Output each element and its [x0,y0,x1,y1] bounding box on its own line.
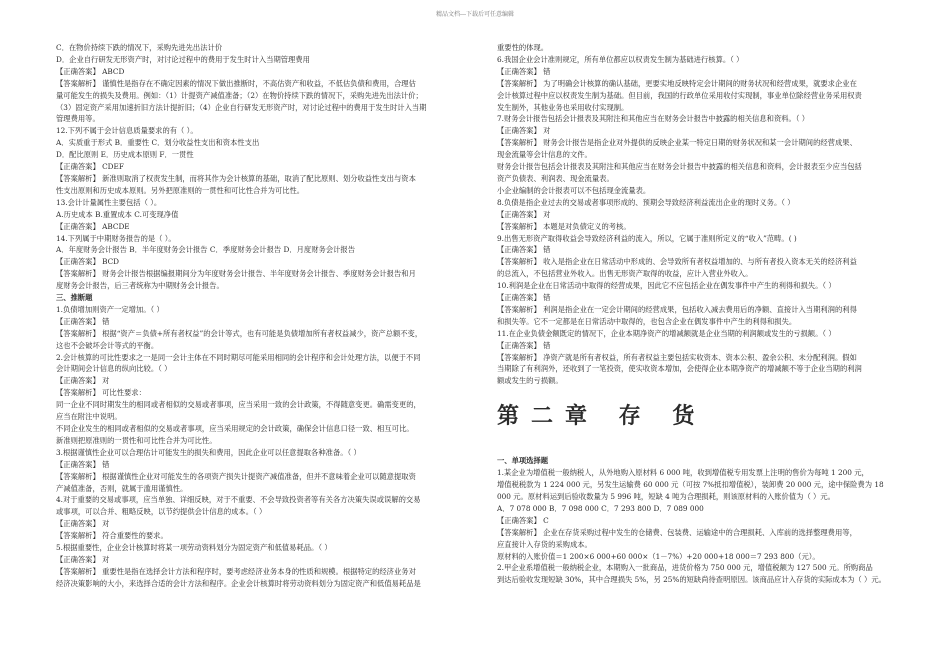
chapter-title: 第二章 存 货 [497,403,707,430]
text-line: 【正确答案】 错 [497,340,551,350]
text-line: 会计核算过程中应以权责发生制为基础。但目前，我国的行政单位采用收付实现制，事业单位除经营业务采用权责 [497,90,862,100]
text-line: 【正确答案】 ABCD [56,66,125,76]
text-line: 5.根据重要性，企业会计核算时将某一项劳动资料划分为固定资产和低值易耗品。（ ） [56,543,332,553]
text-line: 【答案解析】 根据谨慎性企业对可能发生的各项资产损失计提资产减值准备，但并不意味着企业可以随意提取资 [56,471,416,481]
text-line: 4.对于重要的交易或事项，应当单独、详细反映，对于不重要、不会导致投资者等有关各方决策失误或误解的交易 [56,495,421,505]
text-line: 【答案解析】 为了明确会计核算的确认基础，更要实地反映特定会计期间的财务状况和经营成果，就要求企业在 [497,78,857,88]
text-line: 【正确答案】 错 [497,245,551,255]
text-line: 【答案解析】 本题是对负债定义的考核。 [497,221,631,231]
text-line: 【答案解析】 净资产就是所有者权益，所有者权益主要包括实收资本、资本公积、盈余公积、未分配利润。假如 [497,352,857,362]
text-line: 【答案解析】 新准则取消了权责发生制，而将其作为会计核算的基础，取消了配比原则、划分收益性支出与资本 [56,173,416,183]
text-line: 【正确答案】 C [497,515,549,525]
text-line: 1.某企业为增值税一般纳税人，从外地购入原材料 6 000 吨，收到增值税专用发票上注明的售价为每吨 1 200 元， [497,468,869,478]
text-line: 【正确答案】 BCD [56,257,120,267]
text-line: 【答案解析】 重要性是指在选择会计方法和程序时，要考虑经济业务本身的性质和规模。根据特定的经济业务对 [56,566,416,576]
text-line: 同一企业不同时期发生的相同或者相似的交易或者事项，应当采用一致的会计政策，不得随意变更。确需变更的， [56,400,421,410]
left-column [56,42,468,590]
text-line: 管理费用等。 [56,114,100,124]
text-line: 发生制外，其他业务也采用收付实现制。 [497,102,629,112]
text-line: 2.会计核算的可比性要求之一是同一会计主体在不同时期尽可能采用相同的会计程序和会计处理方法，以便于不同 [56,352,421,362]
text-line: A．实质重于形式 B．重要性 C．划分收益性支出和资本性支出 [56,138,260,148]
text-line: 【正确答案】 错 [497,293,551,303]
text-line: A．7 078 000 B．7 098 000 C．7 293 800 D．7 089 000 [497,503,704,513]
text-line: 现金流量等会计信息的文件。 [497,150,592,160]
text-line: 6.我国企业会计准则规定，所有单位都应以权责发生制为基础进行核算。（ ） [497,54,744,64]
text-line: 新准则把原准则的一贯性和可比性合并为可比性。 [56,435,217,445]
text-line: D．配比原则 E．历史成本原则 F．一贯性 [56,150,194,160]
text-line: 8.负债是指企业过去的交易或者事项形成的、预期会导致经济利益流出企业的现时义务。（ ） [497,197,795,207]
text-line: 资产负债表、利润表、现金流量表。 [497,173,614,183]
text-line: 【答案解析】 谨慎性是指存在不确定因素的情况下做出推断时，不高估资产和收益，不低估负债和费用，合理估 [56,78,416,88]
text-line: 不同企业发生的相同或者相似的交易或者事项，应当采用规定的会计政策，确保会计信息口径一致、相互可比。 [56,424,414,433]
chapter-two-content [497,455,917,586]
text-line: 【正确答案】 错 [56,316,110,326]
text-line: 12.下列不属于会计信息质量要求的有（ ）。 [56,126,198,136]
text-line: 【答案解析】 财务会计报告是指企业对外提供的反映企业某一特定日期的财务状况和某一会计期间的经营成果、 [497,138,857,148]
text-line: 产减值准备，否则，就属于滥用谨慎性。 [56,483,188,493]
text-line: 或事项，可以合并、粗略反映，以节约提供会计信息的成本。（ ） [56,507,267,517]
text-line: 和损失等。它不一定都是在日常活动中取得的，也包含企业在偶发事件中产生的利得和损失。 [497,316,797,326]
page-header: 精品文档---下载后可任意编辑 [435,11,515,18]
text-line: 性支出原则和历史成本原则。另外把原准则的一贯性和可比性合并为可比性。 [56,185,305,195]
text-line: 【正确答案】 ABCDE [56,221,130,231]
text-line: D．企业自行研发无形资产时，对讨论过程中的费用于发生时计入当期管理费用 [56,54,310,64]
text-line: 【答案解析】 利润是指企业在一定会计期间的经营成果，包括收入减去费用后的净额、直接计入当期利润的利得 [497,304,857,314]
text-line: A．年度财务会计报告 B．半年度财务会计报告 C．季度财务会计报告 D．月度财务会计报告 [56,245,356,255]
text-line: 当期除了有利润外，还收到了一笔投资，使实收资本增加，会使得企业本期净资产的增减额不等于企业当期的利润 [497,364,862,374]
text-line: 11.在企业负债金额既定的情况下，企业本期净资产的增减额就是企业当期的利润额或发生的亏损额。（ ） [497,328,836,338]
text-line: 额或发生的亏损额。 [497,376,563,386]
text-line: 经济决策影响的大小，来选择合适的会计方法和程序。企业会计核算时将劳动资料划分为固定资产和低值易耗品是 [56,578,421,588]
right-column [497,42,917,586]
text-line: 14.下列属于中期财务报告的是（ ）。 [56,233,176,243]
text-line: 【正确答案】 对 [497,209,551,219]
text-line: C．在物价持续下跌的情况下，采购先进先出法计价 [56,43,223,52]
section-heading: 一、单项选择题 [497,456,549,466]
right-column-continuation [497,42,917,387]
text-line: 财务会计报告包括会计报表及其附注和其他应当在财务会计报告中披露的相关信息和资料，会计报表至少应当包括 [497,162,862,172]
text-line: 【正确答案】 对 [56,519,110,529]
text-line: 会计期间会计信息的纵向比较。（ ） [56,364,172,374]
text-line: 【答案解析】 企业在存货采购过程中发生的仓储费、包装费、运输途中的合理损耗、入库前的选择整理费用等， [497,527,857,537]
text-line: 【正确答案】 错 [497,66,551,76]
text-line: 10.利润是企业在日常活动中取得的经营成果，因此它不应包括企业在偶发事件中产生的利得和损失。（ ） [497,281,836,291]
text-line: 增值税税款为 1 224 000 元，另发生运输费 60 000 元（可按 7%抵扣增值税），装卸费 20 000 元，途中保险费为 18 [497,480,884,490]
text-line: 【答案解析】 根据“资产＝负债+所有者权益”的会计等式，也有可能是负债增加所有者权益减少，资产总额不变， [56,328,423,338]
text-line: 000 元。原材料运到后验收数量为 5 996 吨，短缺 4 吨为合理损耗，则该原材料的入账价值为（ ）元。 [497,492,835,501]
text-line: 9.出售无形资产取得收益会导致经济利益的流入，所以，它属于准则所定义的“收入”范畴。( ) [497,233,797,243]
text-line: 【答案解析】 可比性要求： [56,388,146,398]
text-line: 的总流入，不包括营业外收入。出售无形资产取得的收益，应计入营业外收入。 [497,269,753,279]
text-line: A.历史成本 B.重置成本 C.可变现净值 [56,209,179,219]
text-line: 原材料的入账价值＝1 200×6 000+60 000×（1－7%）+20 000+18 000＝7 293 800（元）。 [497,551,820,561]
text-line: 2.甲企业系增值税一般纳税企业，本期购入一批商品，进货价格为 750 000 元，增值税额为 127 500 元。所购商品 [497,563,873,573]
text-line: 这也不会破坏会计等式的平衡。 [56,340,159,350]
text-line: 应直接计入存货的采购成本。 [497,539,592,549]
text-line: 到达后验收发现短缺 30%，其中合理损失 5%，另 25%的短缺尚待查明原因。该商品应计入存货的实际成本为（ ）元。 [497,575,886,585]
text-line: 1.负债增加则资产一定增加。（ ） [56,304,164,314]
text-line: （3）固定资产采用加速折旧方法计提折旧；（4）企业自行研发无形资产时，对讨论过程中的费用于发生时计入当期 [56,102,427,112]
text-line: 重要性的体现。 [497,43,549,52]
section-heading: 三、推断题 [56,293,93,303]
text-line: 【正确答案】 CDEF [56,162,124,172]
text-line: 应当在附注中说明。 [56,412,122,422]
text-line: 量可能发生的损失及费用。例如：（1）计提资产减值准备；（2）在物价持续下跌的情况下，采购先进先出法计价； [56,90,423,100]
text-line: 【正确答案】 对 [56,554,110,564]
text-line: 度财务会计报告，后三者统称为中期财务会计报告。 [56,281,224,291]
text-line: 小企业编制的会计报表可以不包括现金流量表。 [497,185,651,195]
text-line: 【答案解析】 符合重要性的要求。 [56,531,168,541]
text-line: 【正确答案】 对 [56,376,110,386]
text-line: 【答案解析】 财务会计报告根据编报期间分为年度财务会计报告、半年度财务会计报告、季度财务会计报告和月 [56,269,416,279]
text-line: 【答案解析】 收入是指企业在日常活动中形成的、会导致所有者权益增加的、与所有者投入资本无关的经济利益 [497,257,857,267]
text-line: 13.会计计量属性主要包括（ ）。 [56,197,162,207]
text-line: 【正确答案】 错 [56,459,110,469]
text-line: 7.财务会计报告包括会计报表及其附注和其他应当在财务会计报告中披露的相关信息和资料。（ ） [497,114,810,124]
text-line: 【正确答案】 对 [497,126,551,136]
text-line: 3.根据谨慎性企业可以合理估计可能发生的损失和费用，因此企业可以任意提取各种准备。（ ） [56,447,361,457]
